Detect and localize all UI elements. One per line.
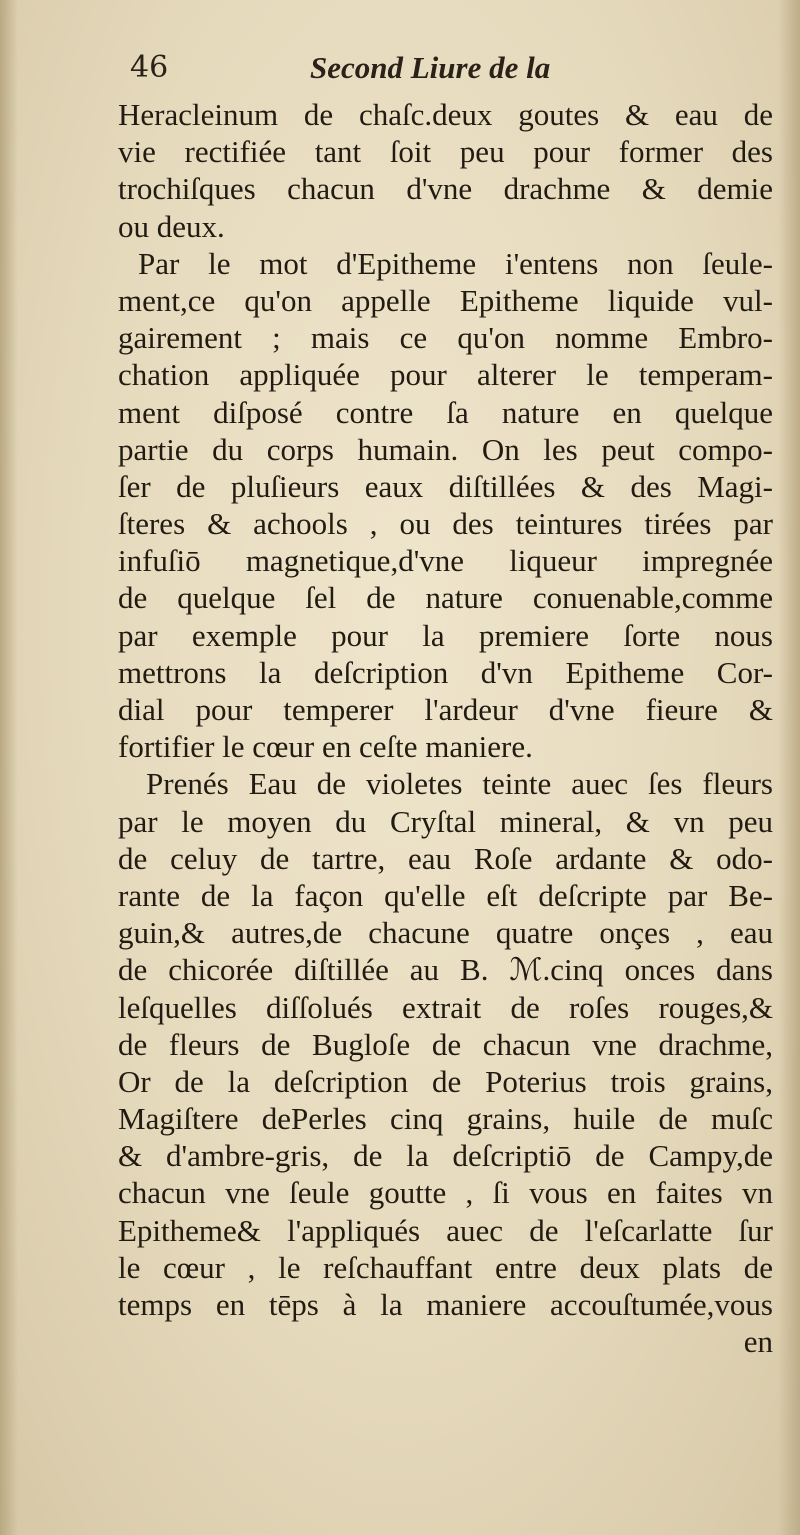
text-line: Par le mot d'Epitheme i'entens non ſeule- — [138, 245, 773, 281]
text-line: par le moyen du Cryſtal mineral, & vn peu — [118, 803, 773, 839]
text-line: fortifier le cœur en ceſte maniere. — [118, 729, 533, 765]
text-line: & d'ambre-gris, de la deſcriptiō de Campy,de — [118, 1138, 773, 1174]
text-line: Prenés Eau de violetes teinte auec ſes fleurs — [146, 766, 773, 802]
text-line: Magiſtere dePerles cinq grains, huile de muſc — [118, 1101, 773, 1137]
text-line: partie du corps humain. On les peut compo- — [118, 431, 773, 467]
page-edge-shadow-right — [778, 0, 800, 1535]
text-line: temps en tēps à la maniere accouſtumée,vous — [118, 1287, 773, 1322]
text-line: dial pour temperer l'ardeur d'vne fieure & — [118, 692, 773, 727]
text-line: Epitheme& l'appliqués auec de l'eſcarlatte ſur — [118, 1212, 773, 1248]
page-number: 46 — [130, 50, 169, 85]
text-line: ou deux. — [118, 208, 225, 244]
text-line: chation appliquée pour alterer le temperam- — [118, 357, 773, 393]
text-line: trochiſques chacun d'vne drachme & demie — [118, 171, 773, 207]
text-line: chacun vne ſeule goutte , ſi vous en faites vn — [118, 1175, 773, 1211]
text-line: de fleurs de Bugloſe de chacun vne drachme, — [118, 1026, 773, 1062]
text-line: gairement ; mais ce qu'on nomme Embro- — [118, 320, 773, 356]
text-line: mettrons la deſcription d'vn Epitheme Cor- — [118, 654, 773, 690]
catchword: en — [743, 1324, 773, 1360]
text-line: ment diſposé contre ſa nature en quelque — [118, 394, 773, 430]
text-line: guin,& autres,de chacune quatre onçes , eau — [118, 915, 773, 951]
page-header — [130, 50, 690, 98]
text-line: ſer de pluſieurs eaux diſtillées & des Magi- — [118, 468, 773, 504]
text-line: rante de la façon qu'elle eſt deſcripte par Be- — [118, 877, 773, 913]
text-line: ment,ce qu'on appelle Epitheme liquide vul- — [118, 282, 773, 318]
text-line: leſquelles diſſolués extrait de roſes rouges,& — [118, 989, 773, 1025]
running-title: Second Liure de la — [310, 50, 551, 85]
text-line: par exemple pour la premiere ſorte nous — [118, 617, 773, 653]
text-line: Heracleinum de chaſc.deux goutes & eau de — [118, 97, 773, 132]
text-line: le cœur , le reſchauffant entre deux plats de — [118, 1249, 773, 1285]
text-line: de chicorée diſtillée au B. ℳ.cinq onces dans — [118, 952, 773, 988]
text-line: de quelque ſel de nature conuenable,comme — [118, 580, 773, 616]
page-edge-shadow-left — [0, 0, 18, 1535]
text-line: de celuy de tartre, eau Roſe ardante & odo- — [118, 840, 773, 876]
text-line: Or de la deſcription de Poterius trois grains, — [118, 1063, 773, 1099]
body-text — [118, 96, 773, 1360]
text-line: vie rectifiée tant ſoit peu pour former des — [118, 134, 773, 170]
text-line: ſteres & achools , ou des teintures tirées par — [118, 506, 773, 542]
text-line: infuſiō magnetique,d'vne liqueur impregnée — [118, 543, 773, 579]
